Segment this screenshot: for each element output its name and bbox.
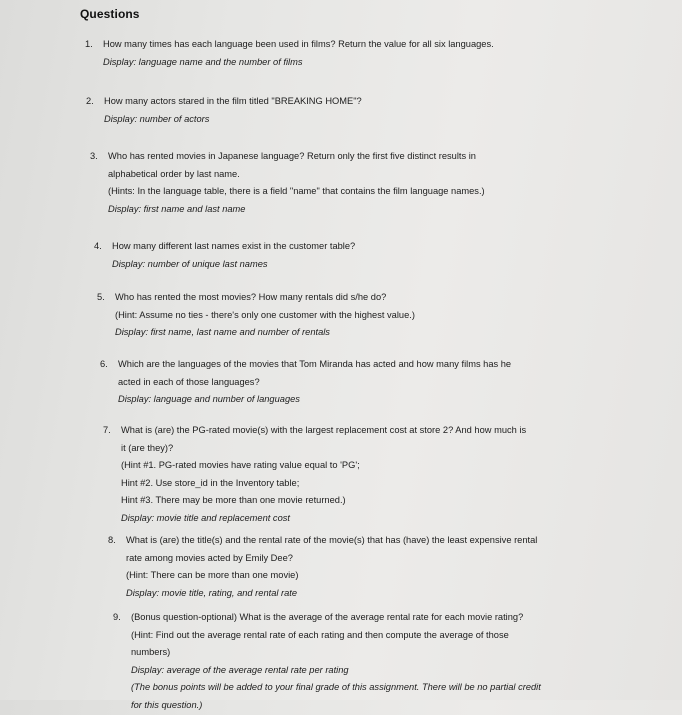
question-number: 4. bbox=[94, 241, 102, 251]
display-instruction: Display: language and number of languages bbox=[118, 394, 300, 405]
question-number: 3. bbox=[90, 151, 98, 161]
question-text: What is (are) the PG-rated movie(s) with the largest replacement cost at store 2? And how much is bbox=[121, 425, 527, 435]
question-number: 6. bbox=[100, 359, 108, 369]
question-hint: (Hint: There can be more than one movie) bbox=[126, 570, 299, 581]
question-text: rate among movies acted by Emily Dee? bbox=[126, 552, 293, 563]
question-number: 9. bbox=[113, 612, 121, 622]
display-instruction: Display: first name and last name bbox=[108, 203, 246, 214]
question-hint: (Hint #1. PG-rated movies have rating value equal to 'PG'; bbox=[121, 460, 360, 471]
question-5 bbox=[97, 289, 415, 342]
question-2 bbox=[86, 93, 362, 128]
question-6 bbox=[100, 356, 512, 409]
question-text: How many times has each language been used in films? Return the value for all six languages. bbox=[103, 39, 494, 49]
question-7 bbox=[103, 422, 527, 528]
question-hint: numbers) bbox=[131, 647, 171, 658]
question-number: 1. bbox=[85, 39, 93, 49]
display-instruction: Display: number of unique last names bbox=[112, 258, 268, 269]
question-text: How many different last names exist in the customer table? bbox=[112, 241, 356, 251]
question-4 bbox=[94, 238, 356, 273]
question-9 bbox=[113, 609, 541, 715]
bonus-note: (The bonus points will be added to your final grade of this assignment. There will be no partial credit bbox=[131, 682, 541, 693]
question-number: 7. bbox=[103, 425, 111, 435]
question-text: How many actors stared in the film titled "BREAKING HOME"? bbox=[104, 96, 362, 106]
question-text: acted in each of those languages? bbox=[118, 376, 260, 387]
question-number: 2. bbox=[86, 96, 94, 106]
display-instruction: Display: first name, last name and number of rentals bbox=[115, 327, 330, 338]
question-number: 5. bbox=[97, 292, 105, 302]
page-title: Questions bbox=[80, 7, 140, 21]
question-hint: Hint #2. Use store_id in the Inventory table; bbox=[121, 477, 300, 488]
question-8 bbox=[108, 532, 538, 602]
question-text: it (are they)? bbox=[121, 442, 174, 453]
question-hint: (Hint: Find out the average rental rate of each rating and then compute the average of those bbox=[131, 629, 509, 640]
question-text: Who has rented the most movies? How many rentals did s/he do? bbox=[115, 292, 387, 302]
display-instruction: Display: language name and the number of films bbox=[103, 56, 303, 67]
question-text: Who has rented movies in Japanese language? Return only the first five distinct results in bbox=[108, 151, 476, 161]
display-instruction: Display: average of the average rental rate per rating bbox=[131, 664, 349, 675]
question-text: (Bonus question-optional) What is the average of the average rental rate for each movie rating? bbox=[131, 612, 524, 622]
question-1 bbox=[85, 36, 494, 71]
display-instruction: Display: movie title and replacement cost bbox=[121, 512, 290, 523]
question-hint: (Hint: Assume no ties - there's only one customer with the highest value.) bbox=[115, 309, 415, 320]
question-text: alphabetical order by last name. bbox=[108, 168, 240, 179]
display-instruction: Display: number of actors bbox=[104, 113, 210, 124]
question-hint: Hint #3. There may be more than one movie returned.) bbox=[121, 495, 346, 506]
display-instruction: Display: movie title, rating, and rental rate bbox=[126, 587, 298, 598]
question-text: What is (are) the title(s) and the rental rate of the movie(s) that has (have) the least expensive rental bbox=[126, 535, 538, 545]
question-3 bbox=[90, 148, 485, 218]
question-text: Which are the languages of the movies that Tom Miranda has acted and how many films has he bbox=[118, 359, 512, 369]
question-number: 8. bbox=[108, 535, 116, 545]
question-hint: (Hints: In the language table, there is a field "name" that contains the film language names.) bbox=[108, 186, 485, 197]
bonus-note: for this question.) bbox=[131, 699, 203, 710]
